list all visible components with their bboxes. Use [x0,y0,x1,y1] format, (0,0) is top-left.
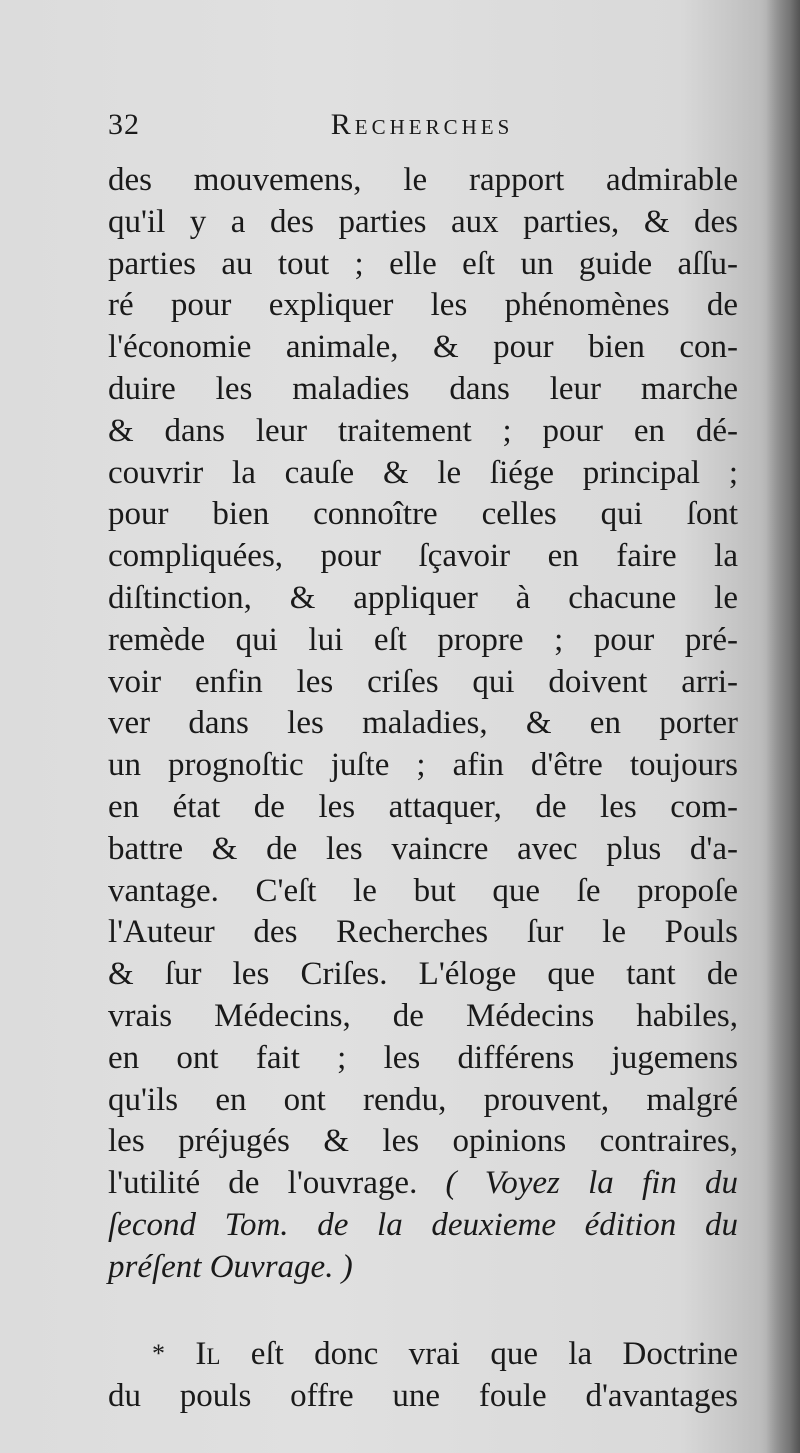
page-number: 32 [108,108,140,141]
text-line: des mouvemens, le rapport admirable [108,162,738,198]
text-line: battre & de les vaincre avec plus d'a- [108,830,738,867]
text-line: en état de les attaquer, de les com- [108,788,738,825]
running-head [108,108,736,152]
footnote-lead-word: Il [195,1336,221,1372]
text-line: parties au tout ; elle eſt un guide aſſu- [108,245,738,282]
text-line: compliquées, pour ſçavoir en faire la [108,538,738,575]
text-line: diſtinction, & appliquer à chacune le [108,579,738,616]
text-line: ver dans les maladies, & en porter [108,705,738,742]
citation-start: ( Voyez la fin du [417,1165,738,1202]
text-line: couvrir la cauſe & le ſiége principal ; [108,454,738,491]
text-line: qu'ils en ont rendu, prouvent, malgré [108,1081,738,1118]
text-line: vantage. C'eſt le but que ſe propoſe [108,872,738,909]
citation-line: ſecond Tom. de la deuxieme édition du [108,1206,738,1243]
text-line: ré pour expliquer les phénomènes de [108,287,738,324]
footnote-line [108,1333,738,1375]
footnote-line-rest: eſt donc vrai que la Doctrine [220,1336,738,1372]
footnote-marker: * [152,1339,165,1368]
text-line: duire les maladies dans leur marche [108,370,738,407]
text-line: un prognoſtic juſte ; afin d'être toujours [108,747,738,784]
footnote-line: du pouls offre une foule d'avantages [108,1377,738,1414]
text-line: & dans leur traitement ; pour en dé- [108,412,738,449]
text-line: vrais Médecins, de Médecins habiles, [108,997,738,1034]
text-line: l'économie animale, & pour bien con- [108,329,738,366]
text-line: & ſur les Criſes. L'éloge que tant de [108,956,738,993]
text-line: pour bien connoître celles qui ſont [108,496,738,533]
text-line: en ont fait ; les différens jugemens [108,1039,738,1076]
text-line: les préjugés & les opinions contraires, [108,1123,738,1160]
text-line-end: l'utilité de l'ouvrage. [108,1165,418,1202]
text-line: qu'il y a des parties aux parties, & des [108,203,738,240]
text-line: remède qui lui eſt propre ; pour pré- [108,621,738,658]
citation-line-end: préſent Ouvrage. ) [108,1248,353,1285]
text-line: l'Auteur des Recherches ſur le Pouls [108,914,738,951]
text-line-with-citation [108,1163,738,1205]
page-gutter-shadow [766,0,800,1453]
body-text [108,160,738,1289]
footnote [108,1333,738,1417]
text-line: voir enfin les criſes qui doivent arri- [108,663,738,700]
running-title: Recherches [330,108,514,141]
